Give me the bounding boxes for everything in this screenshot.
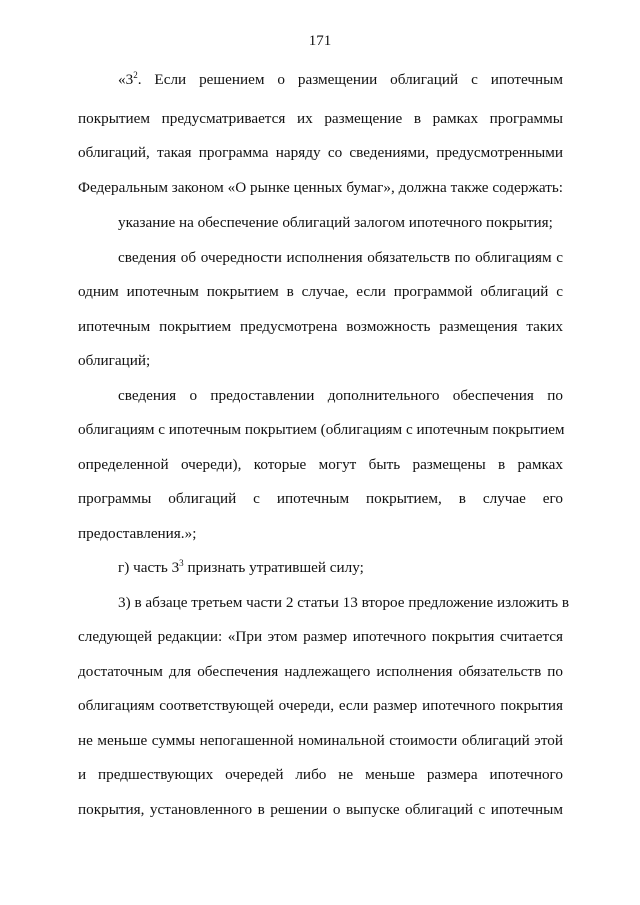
text-line-5: указание на обеспечение облигаций залогом ипотечного покрытия; [118,214,553,231]
text-line-20: не меньше суммы непогашенной номинальной стоимости облигаций этой [78,732,563,749]
text-line-11: облигациям с ипотечным покрытием (облигациям с ипотечным покрытием [78,421,565,438]
text-line-22: покрытия, установленного в решении о выпуске облигаций с ипотечным [78,801,563,818]
text-line-9: облигаций; [78,352,151,369]
text-line-2: покрытием предусматривается их размещение в рамках программы [78,110,563,127]
text-line-15 [118,558,364,578]
text-line-19: облигациям соответствующей очереди, если размер ипотечного покрытия [78,697,563,714]
text-line-21: и предшествующих очередей либо не меньше размера ипотечного [78,766,563,783]
text-line-17: следующей редакции: «При этом размер ипотечного покрытия считается [78,628,563,645]
text-line-8: ипотечным покрытием предусмотрена возможность размещения таких [78,318,563,335]
page-number: 171 [308,33,332,49]
text-line-14: предоставления.»; [78,525,197,542]
text-line-7: одним ипотечным покрытием в случае, если программой облигаций с [78,283,563,300]
text-line-15-start: г) часть 3 [118,559,180,576]
text-line-12: определенной очереди), которые могут быть размещены в рамках [78,456,563,473]
text-line-1 [118,70,563,90]
superscript-3: 3 [179,558,184,568]
text-line-1-rest: . Если решением о размещении облигаций с ипотечным [137,71,563,88]
text-line-3: облигаций, такая программа наряду со сведениями, предусмотренными [78,144,563,161]
text-line-4: Федеральным законом «О рынке ценных бумаг», должна также содержать: [78,179,563,196]
text-line-6: сведения об очередности исполнения обязательств по облигациям с [118,249,563,266]
superscript-2: 2 [133,70,138,80]
text-line-1-start: «3 [118,71,134,88]
text-line-15-rest: признать утратившей силу; [183,559,364,576]
text-line-16: 3) в абзаце третьем части 2 статьи 13 второе предложение изложить в [118,594,570,611]
text-line-18: достаточным для обеспечения надлежащего исполнения обязательств по [78,663,563,680]
text-line-10: сведения о предоставлении дополнительного обеспечения по [118,387,563,404]
text-line-13: программы облигаций с ипотечным покрытием, в случае его [78,490,563,507]
